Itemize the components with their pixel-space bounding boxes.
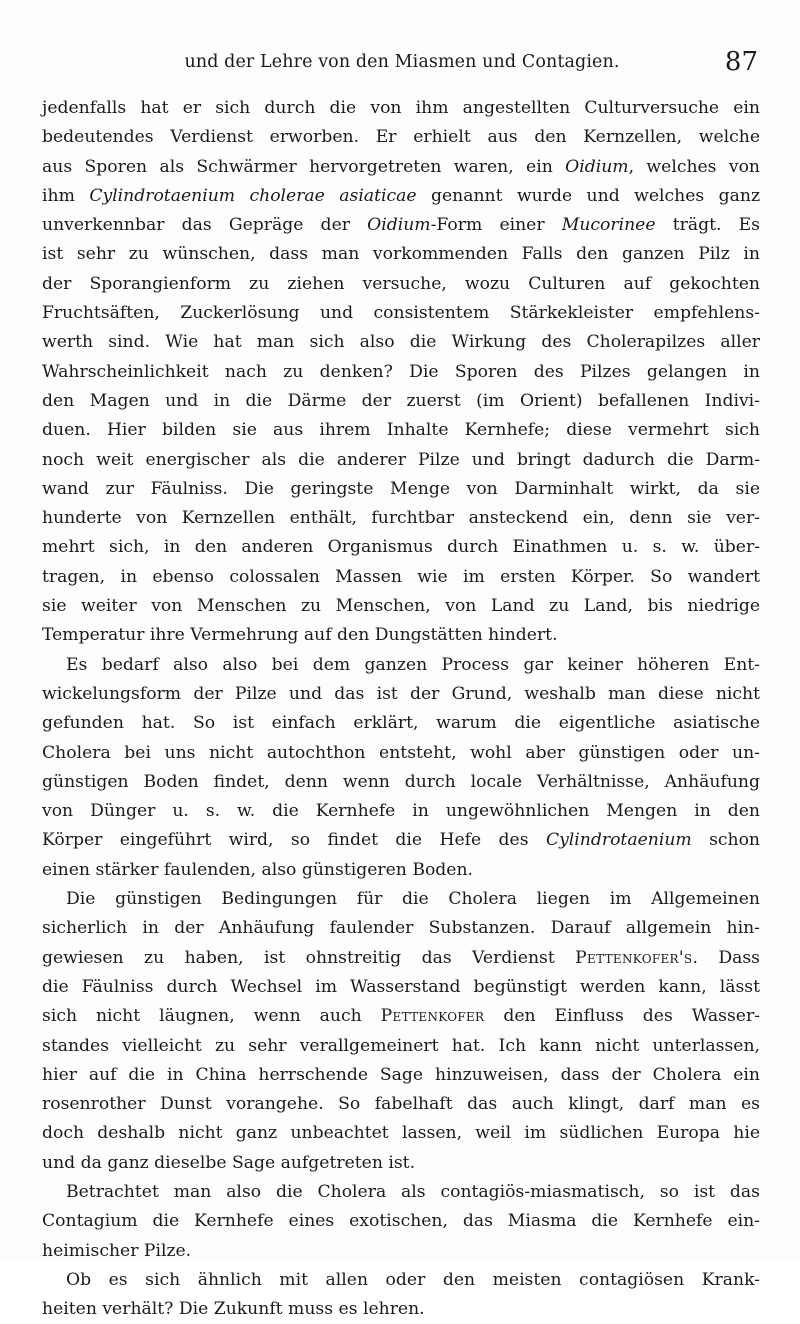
text-line [42, 826, 760, 855]
text-line [42, 328, 760, 357]
text-run: , welches von [628, 156, 760, 177]
text-run: standes vielleicht zu sehr verallgemeinert hat. Ich kann nicht unterlassen, [42, 1035, 760, 1056]
page-number: 87 [724, 47, 758, 77]
text-run: bedeutendes Verdienst erworben. Er erhielt aus den Kernzellen, welche [42, 127, 760, 148]
text-run: Wahrscheinlichkeit nach zu denken? Die Sporen des Pilzes gelangen in [42, 361, 760, 382]
text-line [42, 797, 760, 826]
text-line [42, 94, 760, 123]
text-line [42, 475, 760, 504]
text-run: noch weit energischer als die anderer Pilze und bringt dadurch die Darm- [42, 449, 760, 470]
italic-term: Oidium [367, 215, 431, 236]
text-run: Cholera bei uns nicht autochthon entsteht, wohl aber günstigen oder un- [42, 742, 760, 763]
text-line [42, 621, 760, 650]
text-run: Es bedarf also also bei dem ganzen Process gar keiner höheren Ent- [66, 654, 760, 675]
text-line [42, 533, 760, 562]
text-line [42, 153, 760, 182]
text-run: der Sporangienform zu ziehen versuche, wozu Culturen auf gekochten [42, 273, 760, 294]
text-line [42, 240, 760, 269]
text-run: genannt wurde und welches ganz [416, 185, 761, 206]
text-run: ihm [42, 185, 90, 206]
text-line [42, 1178, 760, 1207]
italic-term: Oidium [565, 156, 629, 177]
text-line [42, 182, 760, 211]
text-line [42, 1002, 760, 1031]
text-run: sie weiter von Menschen zu Menschen, von Land zu Land, bis niedrige [42, 596, 760, 617]
text-line [42, 1207, 760, 1236]
text-run: Fruchtsäften, Zuckerlösung und consistentem Stärkekleister empfehlens- [42, 303, 760, 324]
text-line [42, 914, 760, 943]
text-run: und da ganz dieselbe Sage aufgetreten ist. [42, 1152, 416, 1173]
text-line [42, 680, 760, 709]
text-run: heimischer Pilze. [42, 1240, 192, 1261]
author-name: Pettenkofer [380, 1006, 485, 1027]
text-run: duen. Hier bilden sie aus ihrem Inhalte Kernhefe; diese vermehrt sich [42, 420, 760, 441]
text-run: wand zur Fäulniss. Die geringste Menge von Darminhalt wirkt, da sie [42, 478, 760, 499]
text-line [42, 387, 760, 416]
text-run: aus Sporen als Schwärmer hervorgetreten waren, ein [42, 156, 566, 177]
text-line [42, 1149, 760, 1178]
text-run: Ob es sich ähnlich mit allen oder den meisten contagiösen Krank- [66, 1269, 760, 1290]
text-line [42, 563, 760, 592]
text-line [42, 1237, 760, 1266]
text-line [42, 885, 760, 914]
text-line [42, 1061, 760, 1090]
text-line [42, 944, 760, 973]
text-line [42, 1032, 760, 1061]
italic-term: Cylindrotaenium cholerae asiaticae [89, 185, 417, 206]
text-run: den Einfluss des Wasser- [484, 1006, 760, 1027]
text-line [42, 1295, 760, 1324]
text-run: Betrachtet man also die Cholera als contagiös-miasmatisch, so ist das [66, 1181, 760, 1202]
text-run: . Dass [692, 947, 760, 968]
running-title: und der Lehre von den Miasmen und Contagien. [184, 52, 620, 72]
text-line [42, 651, 760, 680]
text-run: die Fäulniss durch Wechsel im Wasserstand begünstigt werden kann, lässt [42, 976, 760, 997]
text-run: Contagium die Kernhefe eines exotischen, das Miasma die Kernhefe ein- [42, 1211, 760, 1232]
text-line [42, 358, 760, 387]
text-line [42, 446, 760, 475]
text-run: Temperatur ihre Vermehrung auf den Dungstätten hindert. [42, 625, 558, 646]
text-run: gewiesen zu haben, ist ohnstreitig das Verdienst [42, 947, 576, 968]
text-run: Die günstigen Bedingungen für die Cholera liegen im Allgemeinen [66, 889, 760, 910]
text-run: tragen, in ebenso colossalen Massen wie im ersten Körper. So wandert [42, 566, 760, 587]
italic-term: Cylindrotaenium [545, 830, 692, 851]
text-line [42, 123, 760, 152]
text-line [42, 1266, 760, 1295]
text-run: günstigen Boden findet, denn wenn durch locale Verhältnisse, Anhäufung [42, 771, 760, 792]
text-run: mehrt sich, in den anderen Organismus durch Einathmen u. s. w. über- [42, 537, 760, 558]
text-run: wickelungsform der Pilze und das ist der Grund, weshalb man diese nicht [42, 683, 760, 704]
text-line [42, 299, 760, 328]
text-line [42, 709, 760, 738]
text-run: schon [691, 830, 760, 851]
text-run: heiten verhält? Die Zukunft muss es lehren. [42, 1299, 425, 1320]
author-name: Pettenkofer's [575, 947, 693, 968]
text-run: einen stärker faulenden, also günstigeren Boden. [42, 859, 474, 880]
text-run: jedenfalls hat er sich durch die von ihm angestellten Culturversuche ein [42, 98, 760, 118]
text-line [42, 1119, 760, 1148]
text-run: ist sehr zu wünschen, dass man vorkommenden Falls den ganzen Pilz in [42, 244, 760, 265]
text-line [42, 270, 760, 299]
text-run: doch deshalb nicht ganz unbeachtet lassen, weil im südlichen Europa hie [42, 1123, 760, 1144]
text-run: Körper eingeführt wird, so findet die Hefe des [42, 830, 546, 851]
text-run: hunderte von Kernzellen enthält, furchtbar ansteckend ein, denn sie ver- [42, 508, 760, 529]
text-run: gefunden hat. So ist einfach erklärt, warum die eigentliche asiatische [42, 713, 760, 734]
text-run: sicherlich in der Anhäufung faulender Substanzen. Darauf allgemein hin- [42, 918, 760, 939]
text-run: hier auf die in China herrschende Sage hinzuweisen, dass der Cholera ein [42, 1064, 760, 1085]
italic-term: Mucorinee [561, 215, 656, 236]
text-run: trägt. Es [655, 215, 760, 236]
text-run: den Magen und in die Därme der zuerst (im Orient) befallenen Indivi- [42, 390, 760, 411]
body-text [42, 94, 760, 1324]
text-run: rosenrother Dunst vorangehe. So fabelhaft das auch klingt, darf man es [42, 1094, 760, 1115]
page-header [46, 47, 758, 84]
text-line [42, 768, 760, 797]
text-run: unverkennbar das Gepräge der [42, 215, 368, 236]
text-line [42, 416, 760, 445]
text-run: von Dünger u. s. w. die Kernhefe in ungewöhnlichen Mengen in den [42, 801, 760, 822]
text-line [42, 504, 760, 533]
text-line [42, 856, 760, 885]
text-line [42, 739, 760, 768]
text-line [42, 973, 760, 1002]
text-run: -Form einer [430, 215, 562, 236]
text-run: werth sind. Wie hat man sich also die Wirkung des Cholerapilzes aller [42, 332, 760, 353]
text-line [42, 1090, 760, 1119]
text-run: sich nicht läugnen, wenn auch [42, 1006, 381, 1027]
text-line [42, 592, 760, 621]
text-line [42, 211, 760, 240]
